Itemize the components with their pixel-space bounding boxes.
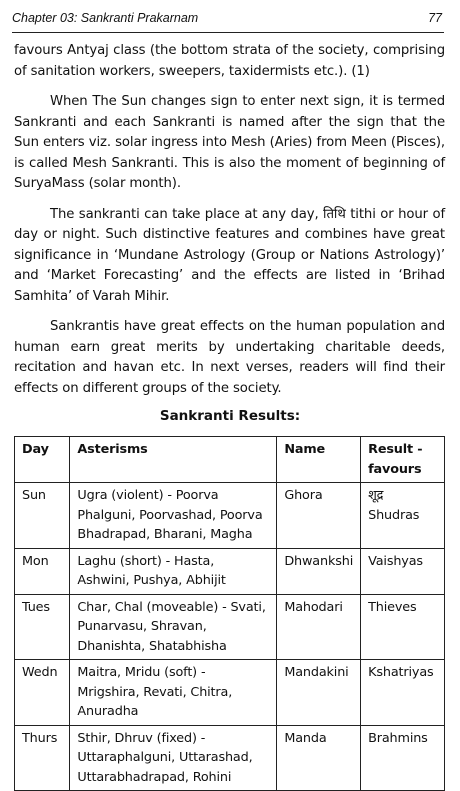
body-text	[14, 41, 445, 409]
table-row	[15, 483, 445, 549]
cell-name: Mandakini	[277, 660, 361, 726]
table-row	[15, 725, 445, 791]
cell-name: Manda	[277, 725, 361, 791]
paragraph: Sankrantis have great effects on the human population and human earn great merits by undertaking charitable deeds, recitation and havan etc. In next verses, readers will find their effects on different groups of the society.	[14, 319, 445, 396]
header-day: Day	[15, 437, 70, 483]
cell-name: Dhwankshi	[277, 548, 361, 594]
table-caption: Sankranti Results:	[159, 408, 301, 424]
cell-result: Kshatriyas	[361, 660, 445, 726]
cell-asterisms: Char, Chal (moveable) - Svati, Punarvasu, Shravan, Dhanishta, Shatabhisha	[70, 594, 277, 660]
header-result: Result -favours	[361, 437, 445, 483]
table-row	[15, 660, 445, 726]
cell-day: Wedn	[15, 660, 70, 726]
running-header	[12, 6, 444, 33]
sankranti-results-table	[14, 436, 445, 791]
cell-asterisms: Maitra, Mridu (soft) - Mrigshira, Revati, Chitra, Anuradha	[70, 660, 277, 726]
cell-asterisms: Laghu (short) - Hasta, Ashwini, Pushya, Abhijit	[70, 548, 277, 594]
cell-result: शूद्र Shudras	[361, 483, 445, 549]
cell-day: Mon	[15, 548, 70, 594]
header-name: Name	[277, 437, 361, 483]
table-row	[15, 548, 445, 594]
page-number: 77	[428, 11, 442, 25]
table-row	[15, 594, 445, 660]
cell-day: Thurs	[15, 725, 70, 791]
cell-result: Thieves	[361, 594, 445, 660]
cell-result: Brahmins	[361, 725, 445, 791]
cell-result: Vaishyas	[361, 548, 445, 594]
cell-name: Mahodari	[277, 594, 361, 660]
paragraph: When The Sun changes sign to enter next sign, it is termed Sankranti and each Sankranti is named after the sign that the Sun enters viz. solar ingress into Mesh (Aries) from Meen (Pisces), is called Mesh Sankranti. This is also the moment of beginning of SuryaMass (solar month).	[14, 94, 445, 191]
cell-asterisms: Ugra (violent) - Poorva Phalguni, Poorvashad, Poorva Bhadrapad, Bharani, Magha	[70, 483, 277, 549]
chapter-title: Chapter 03: Sankranti Prakarnam	[12, 11, 199, 25]
table-header-row	[15, 437, 445, 483]
paragraph: The sankranti can take place at any day, तिथि tithi or hour of day or night. Such distinctive features and combines have great significance in ‘Mundane Astrology (Group or Nations Astrology)’ and ‘Market Forecasting’ and the effects are listed in ‘Brihad Samhita’ of Varah Mihir.	[14, 206, 445, 304]
cell-day: Tues	[15, 594, 70, 660]
cell-asterisms: Sthir, Dhruv (fixed) - Uttaraphalguni, Uttarashad, Uttarabhadrapad, Rohini	[70, 725, 277, 791]
cell-day: Sun	[15, 483, 70, 549]
paragraph: favours Antyaj class (the bottom strata of the society, comprising of sanitation workers, sweepers, taxidermists etc.). (1)	[14, 43, 445, 79]
header-asterisms: Asterisms	[70, 437, 277, 483]
cell-name: Ghora	[277, 483, 361, 549]
